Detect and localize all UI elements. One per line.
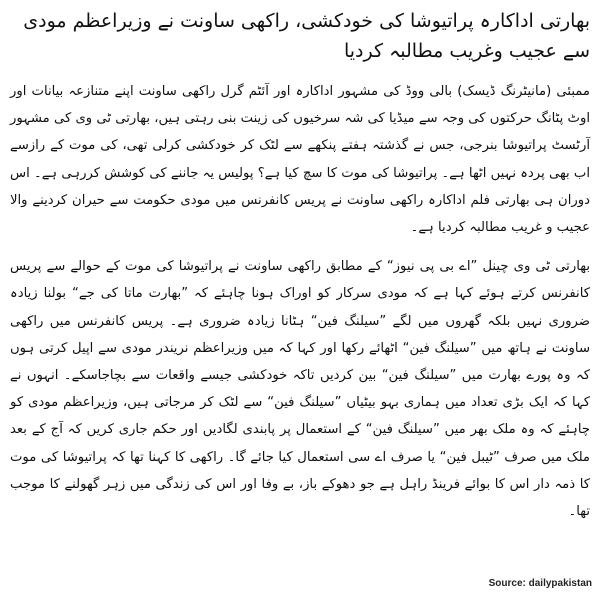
article-body (10, 6, 590, 525)
article-paragraph-2: بھارتی ٹی وی چینل ”اے بی پی نیوز“ کے مطابق راکھی ساونت نے پراتیوشا کی موت کے حوالے سے پریس کانفرنس کرتے ہوئے کہا ہے کہ مودی سرکار کو اوراک ہونا چاہئے کہ ”بھارت ماتا کی جے“ بولنا زیادہ ضروری نہیں بلکہ گھروں میں لگے ”سیلنگ فین“ ہٹانا زیادہ ضروری ہے۔ پریس کانفرنس میں راکھی ساونت نے ہاتھ میں ”سیلنگ فین“ اٹھائے رکھا اور کہا کہ میں وزیراعظم نریندر مودی سے اپیل کرتی ہوں کہ وہ پورے بھارت میں ”سیلنگ فین“ بین کردیں تاکہ خودکشی جیسے واقعات سے بچاجاسکے۔ انہوں نے کہا کہ ایک بڑی تعداد میں ہماری بہو بیٹیاں ”سیلنگ فین“ سے لٹک کر مرجاتی ہیں، وزیراعظم مودی کو چاہئے کہ وہ ملک بھر میں ”سیلنگ فین“ کے استعمال پر پابندی لگادیں اور حکم جاری کریں کہ آج کے بعد ملک میں صرف ”ٹیبل فین“ یا صرف اے سی استعمال کیا جائے گا۔ راکھی کا کہنا تھا کہ پراتیوشا کی موت کا ذمہ دار اس کا بوائے فرینڈ راہل ہے جو دھوکے باز، بے وفا اور اس کی زندگی میں زہر گھولنے کا موجب تھا۔ (10, 259, 590, 520)
article-paragraph-1: ممبئی (مانیٹرنگ ڈیسک) بالی ووڈ کی مشہور اداکارہ اور آئٹم گرل راکھی ساونت اپنے متنازعہ بیانات اور اوٹ پٹانگ حرکتوں کی وجہ سے میڈیا کی شہ سرخیوں کی زینت بنی رہتی ہیں، بھارتی ٹی وی کی مشہور آرٹسٹ پراتیوشا بنرجی، جس نے گذشتہ ہفتے پنکھے سے لٹک کر خودکشی کرلی تھی، کی موت کے رازسے اب بھی پردہ نہیں اٹھا ہے۔ پراتیوشا کی موت کا سچ کیا ہے؟ پولیس یہ جاننے کی کوشش کررہی ہے۔ اس دوران ہی بھارتی فلم اداکارہ راکھی ساونت نے پریس کانفرنس میں مودی حکومت سے حیران کردینے والا عجیب و غریب مطالبہ کردیا ہے۔ (10, 84, 590, 236)
source-credit: Source: dailypakistan (488, 578, 592, 589)
article-headline: بھارتی اداکارہ پراتیوشا کی خودکشی، راکھی ساونت نے وزیراعظم مودی سے عجیب وغریب مطالبہ کردیا (23, 10, 590, 62)
